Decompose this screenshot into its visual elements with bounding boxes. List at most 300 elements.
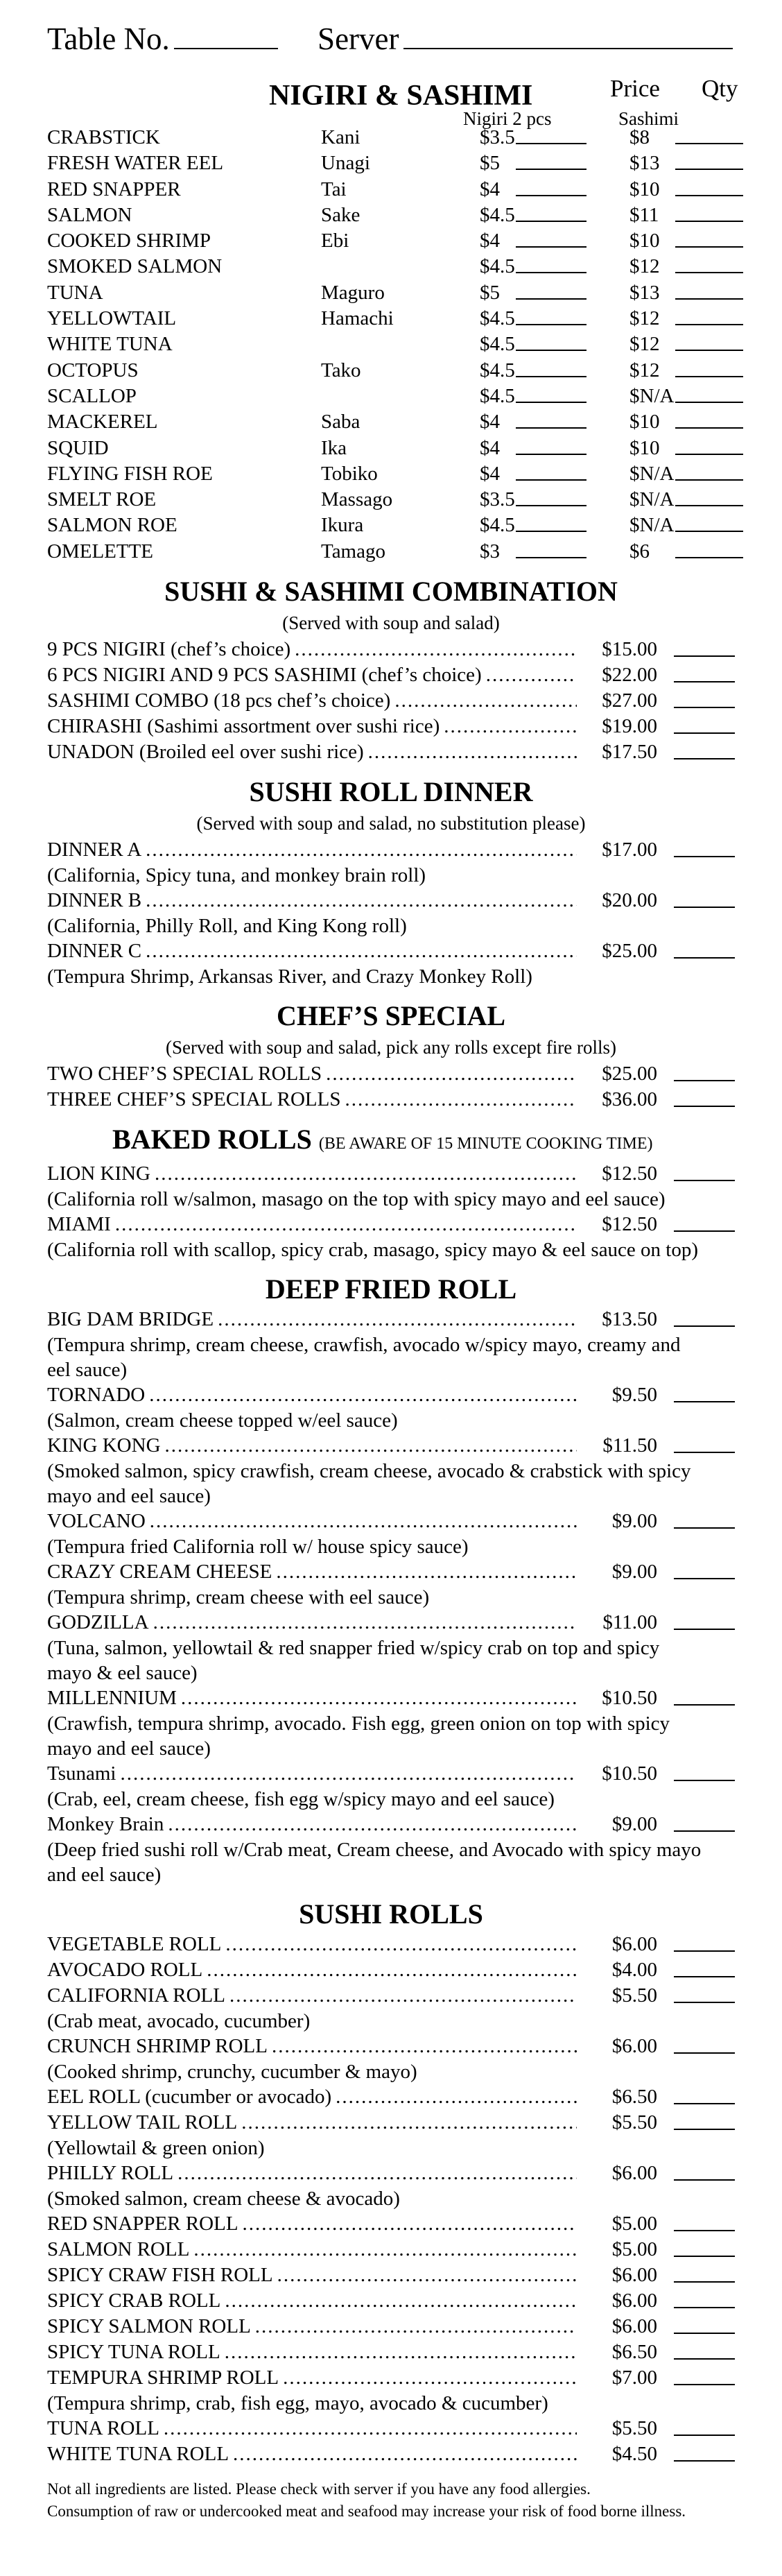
qty-line[interactable] (674, 2052, 735, 2054)
dot-leader (225, 2288, 577, 2314)
item-name: 9 PCS NIGIRI (chef’s choice) (47, 638, 291, 661)
item-price: $5.50 (611, 2111, 657, 2134)
sashimi-qty-line[interactable] (675, 195, 743, 196)
dot-leader (218, 1307, 577, 1332)
nigiri-row (47, 539, 735, 565)
dot-leader (181, 1685, 577, 1711)
item-description: (Crawfish, tempura shrimp, avocado. Fish egg, green onion on top with spicy mayo and eel sauce) (47, 1712, 670, 1760)
dot-leader (146, 837, 577, 863)
item-name: SMOKED SALMON (47, 255, 223, 278)
item-description: (Salmon, cream cheese topped w/eel sauce) (47, 1409, 398, 1432)
nigiri-price: $4.5 (480, 307, 515, 330)
item-name: GODZILLA (47, 1611, 149, 1634)
item-price: $5.50 (611, 2417, 657, 2440)
item-price: $9.50 (611, 1384, 657, 1407)
nigiri-row (47, 358, 735, 384)
nigiri-qty-line[interactable] (516, 402, 586, 403)
sashimi-qty-line[interactable] (675, 169, 743, 170)
dot-leader (225, 2339, 577, 2365)
item-price: $11.50 (602, 1434, 657, 1457)
menu-item (47, 2034, 735, 2059)
item-description: (California roll with scallop, spicy crab, masago, spicy mayo & eel sauce on top) (47, 1239, 699, 1262)
menu-item (47, 637, 735, 662)
menu-item (47, 1382, 735, 1408)
nigiri-row (47, 203, 735, 228)
menu-item (47, 2211, 735, 2237)
nigiri-price: $4 (480, 462, 500, 485)
section-subtitle-dinner: (Served with soup and salad, no substitution please) (196, 813, 586, 834)
sashimi-price: $13 (629, 152, 660, 175)
item-japanese-name: Ikura (321, 514, 364, 537)
qty-line[interactable] (674, 2384, 735, 2385)
item-price: $10.50 (602, 1687, 657, 1710)
sashimi-qty-line[interactable] (675, 298, 743, 300)
sashimi-qty-line[interactable] (675, 246, 743, 248)
menu-item (47, 888, 735, 913)
item-name: AVOCADO ROLL (47, 1959, 203, 1982)
sashimi-column-label: Sashimi (618, 108, 679, 129)
item-description: (Crab, eel, cream cheese, fish egg w/spicy mayo and eel sauce) (47, 1788, 555, 1811)
item-name: VEGETABLE ROLL (47, 1933, 222, 1956)
nigiri-row (47, 280, 735, 306)
item-japanese-name: Unagi (321, 152, 370, 175)
menu-item (47, 1559, 735, 1585)
item-price: $6.50 (611, 2341, 657, 2364)
qty-column-label: Qty (702, 75, 738, 102)
dot-leader (243, 2211, 577, 2237)
qty-line[interactable] (674, 2103, 735, 2104)
dot-leader (207, 1957, 577, 1983)
qty-line[interactable] (674, 2129, 735, 2130)
item-name: MIAMI (47, 1213, 111, 1236)
nigiri-price: $4 (480, 436, 500, 459)
menu-item (47, 2237, 735, 2262)
section-title-fried: DEEP FRIED ROLL (265, 1273, 517, 1305)
baked-title-text: BAKED ROLLS (112, 1124, 312, 1156)
nigiri-price: $5 (480, 152, 500, 175)
menu-item (47, 1932, 735, 1957)
item-price: $6.00 (611, 2290, 657, 2312)
sashimi-qty-line[interactable] (675, 454, 743, 455)
dot-leader (165, 1433, 577, 1459)
item-name: SPICY CRAW FISH ROLL (47, 2264, 273, 2287)
section-title-baked (47, 1122, 735, 1161)
qty-line[interactable] (674, 1704, 735, 1706)
nigiri-qty-line[interactable] (516, 195, 586, 196)
dot-leader (120, 1761, 577, 1787)
item-name: TWO CHEF’S SPECIAL ROLLS (47, 1063, 322, 1085)
item-name: DINNER B (47, 889, 142, 912)
qty-line[interactable] (674, 2179, 735, 2181)
item-japanese-name: Ebi (321, 230, 349, 252)
nigiri-header (47, 69, 738, 129)
baked-cooking-note: (BE AWARE OF 15 MINUTE COOKING TIME) (318, 1135, 653, 1153)
item-description: (California, Philly Roll, and King Kong roll) (47, 915, 407, 938)
rolls-list (47, 1932, 735, 2467)
nigiri-qty-line[interactable] (516, 557, 586, 558)
qty-line[interactable] (674, 856, 735, 857)
menu-item (47, 1087, 735, 1113)
section-title-dinner: SUSHI ROLL DINNER (249, 776, 533, 808)
dinner-list (47, 837, 735, 989)
qty-line[interactable] (674, 2256, 735, 2257)
item-name: WHITE TUNA (47, 333, 173, 356)
nigiri-qty-line[interactable] (516, 143, 586, 144)
item-name: SALMON (47, 203, 132, 226)
nigiri-qty-line[interactable] (516, 376, 586, 377)
item-description: (Smoked salmon, spicy crawfish, cream cheese, avocado & crabstick with spicy mayo and eel sauce) (47, 1460, 691, 1508)
item-name: MACKEREL (47, 411, 158, 433)
nigiri-row (47, 254, 735, 280)
item-japanese-name: Maguro (321, 281, 385, 304)
nigiri-row (47, 151, 735, 176)
nigiri-qty-line[interactable] (516, 531, 586, 532)
sashimi-price: $12 (629, 255, 660, 278)
sashimi-price: $13 (629, 281, 660, 304)
nigiri-row (47, 332, 735, 357)
dot-leader (345, 1087, 577, 1113)
item-description: (Tempura shrimp, cream cheese, crawfish, avocado w/spicy mayo, creamy and eel sauce) (47, 1334, 681, 1382)
item-name: OMELETTE (47, 540, 154, 563)
qty-line[interactable] (674, 907, 735, 908)
combo-list (47, 637, 735, 765)
item-price: $9.00 (611, 1561, 657, 1583)
item-price: $4.50 (611, 2443, 657, 2466)
item-name: UNADON (Broiled eel over sushi rice) (47, 741, 364, 764)
item-name: DINNER A (47, 839, 142, 861)
item-name: FLYING FISH ROE (47, 462, 213, 485)
menu-item (47, 1761, 735, 1787)
sashimi-qty-line[interactable] (675, 402, 743, 403)
qty-line[interactable] (674, 1950, 735, 1952)
sashimi-qty-line[interactable] (675, 427, 743, 429)
menu-item (47, 1212, 735, 1237)
sashimi-price: $10 (629, 230, 660, 252)
item-name: LION KING (47, 1162, 150, 1185)
section-title-rolls: SUSHI ROLLS (299, 1898, 483, 1930)
qty-line[interactable] (674, 1976, 735, 1977)
item-name: SPICY CRAB ROLL (47, 2290, 221, 2312)
item-name: VOLCANO (47, 1510, 146, 1533)
menu-item (47, 688, 735, 714)
dot-leader (295, 637, 577, 662)
qty-line[interactable] (674, 1106, 735, 1107)
menu-item (47, 1610, 735, 1635)
item-description: (Tempura Shrimp, Arkansas River, and Crazy Monkey Roll) (47, 965, 532, 988)
qty-line[interactable] (674, 1080, 735, 1081)
nigiri-row (47, 177, 735, 203)
item-price: $25.00 (602, 1063, 657, 1085)
dot-leader (283, 2365, 577, 2391)
nigiri-qty-line[interactable] (516, 505, 586, 506)
qty-line[interactable] (674, 707, 735, 708)
chef-list (47, 1061, 735, 1113)
item-japanese-name: Massago (321, 488, 393, 511)
allergy-note: Not all ingredients are listed. Please check with server if you have any food allergies. (47, 2480, 591, 2498)
dot-leader (229, 1983, 577, 2009)
nigiri-row (47, 409, 735, 435)
item-name: SASHIMI COMBO (18 pcs chef’s choice) (47, 689, 391, 712)
nigiri-price: $4 (480, 230, 500, 252)
menu-item (47, 2416, 735, 2441)
section-title-nigiri: NIGIRI & SASHIMI (269, 80, 533, 112)
nigiri-row (47, 228, 735, 254)
sashimi-qty-line[interactable] (675, 557, 743, 558)
item-name: TUNA (47, 281, 103, 304)
sashimi-qty-line[interactable] (675, 479, 743, 481)
sashimi-qty-line[interactable] (675, 505, 743, 506)
dot-leader (168, 1812, 577, 1837)
qty-line[interactable] (674, 1527, 735, 1529)
dot-leader (241, 2110, 577, 2136)
sashimi-price: $10 (629, 178, 660, 200)
dot-leader (272, 2034, 577, 2059)
item-name: CHIRASHI (Sashimi assortment over sushi rice) (47, 715, 440, 738)
menu-item (47, 2084, 735, 2110)
sashimi-qty-line[interactable] (675, 350, 743, 351)
item-japanese-name: Tako (321, 359, 361, 381)
menu-item (47, 1812, 735, 1837)
qty-line[interactable] (674, 1401, 735, 1402)
qty-line[interactable] (674, 1230, 735, 1232)
section-subtitle-combo: (Served with soup and salad) (282, 612, 500, 634)
menu-item (47, 938, 735, 964)
qty-line[interactable] (674, 2460, 735, 2462)
item-price: $27.00 (602, 689, 657, 712)
sashimi-qty-line[interactable] (675, 272, 743, 273)
nigiri-qty-line[interactable] (516, 272, 586, 273)
dot-leader (277, 2262, 577, 2288)
dot-leader (146, 888, 577, 913)
item-japanese-name: Ika (321, 436, 347, 459)
qty-line[interactable] (674, 1830, 735, 1832)
nigiri-row (47, 513, 735, 538)
qty-line[interactable] (674, 2307, 735, 2308)
dot-leader (394, 688, 577, 714)
item-name: 6 PCS NIGIRI AND 9 PCS SASHIMI (chef’s choice) (47, 664, 482, 687)
nigiri-qty-line[interactable] (516, 221, 586, 222)
qty-line[interactable] (674, 1780, 735, 1781)
dot-leader (444, 714, 577, 739)
price-column-label: Price (610, 75, 660, 102)
item-description: (Cooked shrimp, crunchy, cucumber & mayo) (47, 2061, 417, 2084)
item-price: $25.00 (602, 940, 657, 963)
item-name: TUNA ROLL (47, 2417, 159, 2440)
item-name: YELLOW TAIL ROLL (47, 2111, 238, 2134)
menu-item (47, 1161, 735, 1187)
nigiri-qty-line[interactable] (516, 246, 586, 248)
fried-list (47, 1307, 735, 1887)
qty-line[interactable] (674, 732, 735, 734)
table-label: Table No. (47, 22, 170, 56)
item-name: WHITE TUNA ROLL (47, 2443, 229, 2466)
nigiri-qty-line[interactable] (516, 479, 586, 481)
section-subtitle-chef: (Served with soup and salad, pick any rolls except fire rolls) (165, 1037, 617, 1058)
item-name: TEMPURA SHRIMP ROLL (47, 2367, 279, 2389)
sashimi-qty-line[interactable] (675, 376, 743, 377)
nigiri-price: $3 (480, 540, 500, 563)
menu-item (47, 1983, 735, 2009)
item-name: PHILLY ROLL (47, 2162, 174, 2185)
dot-leader (233, 2441, 577, 2467)
item-description: (Tempura shrimp, crab, fish egg, mayo, avocado & cucumber) (47, 2392, 548, 2415)
nigiri-row (47, 125, 735, 151)
item-price: $20.00 (602, 889, 657, 912)
nigiri-qty-line[interactable] (516, 350, 586, 351)
nigiri-qty-line[interactable] (516, 427, 586, 429)
order-header (47, 21, 735, 69)
item-japanese-name: Tobiko (321, 462, 378, 485)
sashimi-price: $12 (629, 359, 660, 381)
item-price: $12.50 (602, 1213, 657, 1236)
menu-item (47, 1509, 735, 1534)
item-price: $7.00 (611, 2367, 657, 2389)
nigiri-price: $4.5 (480, 203, 515, 226)
item-description: (Crab meat, avocado, cucumber) (47, 2010, 311, 2033)
disclaimer (47, 2478, 735, 2523)
item-name: TORNADO (47, 1384, 146, 1407)
menu-item (47, 1061, 735, 1087)
dot-leader (149, 1382, 577, 1408)
qty-line[interactable] (674, 655, 735, 657)
nigiri-qty-line[interactable] (516, 324, 586, 325)
sashimi-qty-line[interactable] (675, 531, 743, 532)
nigiri-qty-line[interactable] (516, 298, 586, 300)
item-name: RED SNAPPER ROLL (47, 2213, 238, 2235)
table-number-field[interactable] (174, 48, 278, 49)
dot-leader (255, 2314, 577, 2339)
nigiri-price: $4.5 (480, 514, 515, 537)
nigiri-qty-line[interactable] (516, 454, 586, 455)
qty-line[interactable] (674, 1180, 735, 1181)
item-description: (California, Spicy tuna, and monkey brain roll) (47, 864, 426, 887)
nigiri-price: $4.5 (480, 359, 515, 381)
qty-line[interactable] (674, 1629, 735, 1630)
qty-line[interactable] (674, 2435, 735, 2436)
item-name: CRAZY CREAM CHEESE (47, 1561, 272, 1583)
item-price: $5.50 (611, 1984, 657, 2007)
sashimi-price: $10 (629, 436, 660, 459)
raw-food-warning: Consumption of raw or undercooked meat and seafood may increase your risk of food borne illness. (47, 2502, 686, 2521)
nigiri-price: $3.5 (480, 488, 515, 511)
menu-item (47, 714, 735, 739)
sashimi-price: $12 (629, 333, 660, 356)
sashimi-qty-line[interactable] (675, 221, 743, 222)
item-price: $6.00 (611, 2315, 657, 2338)
item-price: $12.50 (602, 1162, 657, 1185)
menu-item (47, 2365, 735, 2391)
nigiri-row (47, 306, 735, 332)
sashimi-qty-line[interactable] (675, 143, 743, 144)
item-price: $6.00 (611, 2162, 657, 2185)
qty-line[interactable] (674, 2333, 735, 2334)
item-price: $11.00 (602, 1611, 657, 1634)
item-name: CALIFORNIA ROLL (47, 1984, 225, 2007)
qty-line[interactable] (674, 2002, 735, 2003)
item-japanese-name: Hamachi (321, 307, 394, 330)
sashimi-price: $N/A (629, 462, 675, 485)
dot-leader (146, 938, 577, 964)
dot-leader (177, 2161, 577, 2186)
menu-item (47, 1957, 735, 1983)
nigiri-price: $5 (480, 281, 500, 304)
sashimi-price: $11 (629, 203, 659, 226)
menu-item (47, 2161, 735, 2186)
qty-line[interactable] (674, 758, 735, 759)
item-name: SMELT ROE (47, 488, 157, 511)
item-price: $6.50 (611, 2086, 657, 2109)
item-japanese-name: Tamago (321, 540, 385, 563)
item-japanese-name: Kani (321, 126, 360, 148)
item-description: (Tempura fried California roll w/ house spicy sauce) (47, 1536, 469, 1559)
qty-line[interactable] (674, 1578, 735, 1579)
item-name: MILLENNIUM (47, 1687, 177, 1710)
nigiri-qty-line[interactable] (516, 169, 586, 170)
item-name: CRUNCH SHRIMP ROLL (47, 2035, 268, 2058)
server-name-field[interactable] (403, 48, 733, 49)
dot-leader (193, 2237, 577, 2262)
qty-line[interactable] (674, 1325, 735, 1327)
item-name: OCTOPUS (47, 359, 139, 381)
nigiri-price: $4.5 (480, 333, 515, 356)
item-name: BIG DAM BRIDGE (47, 1308, 214, 1331)
item-description: (Yellowtail & green onion) (47, 2137, 265, 2160)
sashimi-qty-line[interactable] (675, 324, 743, 325)
menu-item (47, 2288, 735, 2314)
item-price: $19.00 (602, 715, 657, 738)
section-title-combo: SUSHI & SASHIMI COMBINATION (164, 576, 618, 608)
nigiri-row (47, 461, 735, 487)
item-price: $5.00 (611, 2238, 657, 2261)
section-title-chef: CHEF’S SPECIAL (276, 1000, 506, 1032)
qty-line[interactable] (674, 2358, 735, 2360)
sashimi-price: $N/A (629, 514, 675, 537)
item-price: $4.00 (611, 1959, 657, 1982)
item-description: (Deep fried sushi roll w/Crab meat, Cream cheese, and Avocado with spicy mayo and eel sauce) (47, 1839, 702, 1887)
server-label: Server (318, 22, 399, 56)
item-price: $22.00 (602, 664, 657, 687)
item-price: $9.00 (611, 1510, 657, 1533)
item-price: $5.00 (611, 2213, 657, 2235)
nigiri-price: $4.5 (480, 384, 515, 407)
dot-leader (225, 1932, 577, 1957)
qty-line[interactable] (674, 1452, 735, 1453)
qty-line[interactable] (674, 2281, 735, 2283)
sashimi-price: $6 (629, 540, 650, 563)
dot-leader (326, 1061, 577, 1087)
dot-leader (486, 662, 577, 688)
sashimi-price: $N/A (629, 384, 675, 407)
dot-leader (368, 739, 577, 765)
qty-line[interactable] (674, 957, 735, 959)
item-description: (Smoked salmon, cream cheese & avocado) (47, 2188, 400, 2210)
qty-line[interactable] (674, 681, 735, 682)
baked-list (47, 1161, 735, 1262)
sashimi-price: $10 (629, 411, 660, 433)
item-name: RED SNAPPER (47, 178, 181, 200)
menu-item (47, 2262, 735, 2288)
menu-item (47, 739, 735, 765)
item-name: THREE CHEF’S SPECIAL ROLLS (47, 1088, 341, 1111)
item-name: COOKED SHRIMP (47, 230, 211, 252)
nigiri-list (47, 125, 735, 565)
nigiri-price: $3.5 (480, 126, 515, 148)
menu-item (47, 2110, 735, 2136)
item-name: Tsunami (47, 1762, 116, 1785)
dot-leader (336, 2084, 577, 2110)
item-price: $6.00 (611, 2035, 657, 2058)
qty-line[interactable] (674, 2230, 735, 2231)
